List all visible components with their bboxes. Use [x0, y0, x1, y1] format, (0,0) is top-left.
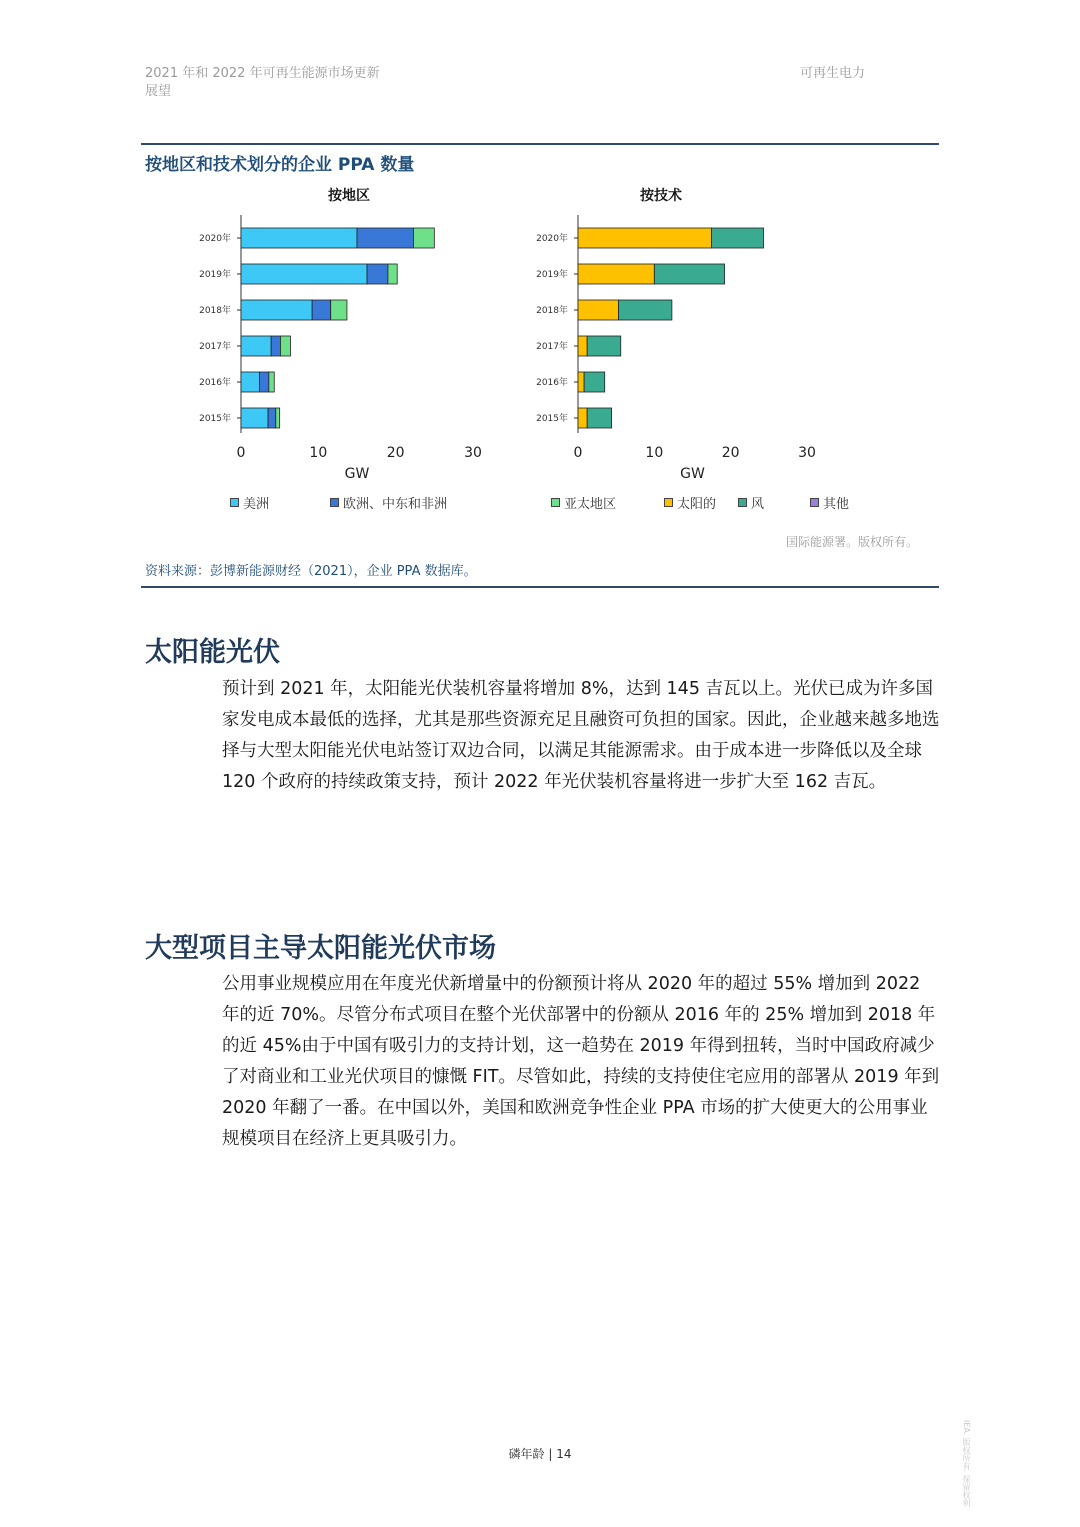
bar-segment	[618, 300, 671, 320]
bar-segment	[280, 336, 290, 356]
category-label: 2019年	[536, 270, 568, 280]
category-label: 2017年	[199, 342, 231, 352]
legend-swatch	[330, 498, 339, 507]
x-tick-label: 10	[309, 445, 328, 461]
category-label: 2020年	[536, 234, 568, 244]
side-watermark: IEA. 版权所有. 保留权利	[962, 1420, 971, 1507]
legend-item-wind	[738, 493, 764, 512]
legend-item-other	[810, 493, 849, 512]
category-label: 2020年	[199, 234, 231, 244]
bar-segment	[260, 372, 269, 392]
bar-segment	[241, 228, 357, 248]
figure-top-rule	[141, 143, 939, 145]
x-tick-label: 30	[798, 445, 816, 461]
category-label: 2016年	[199, 378, 231, 388]
chart-by-technology	[536, 187, 816, 482]
legend-label: 风	[751, 497, 765, 512]
legend-label: 亚太地区	[564, 497, 617, 512]
bar-segment	[312, 300, 331, 320]
bar-segment	[241, 408, 268, 428]
category-label: 2015年	[199, 414, 231, 424]
chart-title: 按技术	[640, 188, 682, 204]
header-section-name: 可再生电力	[800, 66, 866, 81]
bar-segment	[268, 408, 276, 428]
bar-segment	[413, 228, 434, 248]
bar-segment	[331, 300, 347, 320]
legend-swatch	[551, 498, 560, 507]
bar-segment	[357, 228, 413, 248]
bar-segment	[578, 228, 712, 248]
chart-title: 按地区	[328, 188, 370, 204]
x-tick-label: 10	[645, 445, 664, 461]
bar-segment	[578, 372, 584, 392]
x-tick-label: 0	[236, 445, 246, 461]
legend-swatch	[230, 498, 239, 507]
legend-label: 其他	[823, 497, 850, 512]
bar-segment	[241, 264, 367, 284]
legend-label: 美洲	[243, 497, 270, 512]
bar-segment	[578, 264, 654, 284]
legend-item-americas	[230, 493, 269, 512]
legend-swatch	[738, 498, 747, 507]
legend-item-emea	[330, 493, 447, 512]
chart-by-region	[199, 187, 482, 482]
category-label: 2018年	[536, 306, 568, 316]
legend-label: 太阳的	[677, 497, 717, 512]
bar-segment	[367, 264, 388, 284]
bar-segment	[654, 264, 724, 284]
category-label: 2015年	[536, 414, 568, 424]
bar-segment	[578, 300, 618, 320]
bar-segment	[241, 372, 260, 392]
category-label: 2018年	[199, 306, 231, 316]
bar-segment	[584, 372, 605, 392]
section-paragraph-large-projects: 公用事业规模应用在年度光伏新增量中的份额预计将从 2020 年的超过 55% 增加到 2022 年的近 70%。尽管分布式项目在整个光伏部署中的份额从 2016 年的 25% 增加到 2018 年的近 45%由于中国有吸引力的支持计划，这一趋势在 2019 年得到扭转，当时中国政府减少了对商业和工业光伏项目的慷慨 FIT。尽管如此，持续的支持使住宅应用的部署从 2019 年到 2020 年翻了一番。在中国以外，美国和欧洲竞争性企业 PPA 市场的扩大使更大的公用事业规模项目在经济上更具吸引力。	[222, 974, 940, 1149]
x-tick-label: 20	[386, 445, 405, 461]
figure-bottom-rule	[141, 586, 939, 588]
page-footer: 磷年龄 | 14	[508, 1447, 572, 1461]
legend-item-apac	[551, 493, 616, 512]
category-label: 2019年	[199, 270, 231, 280]
figure-source: 资料来源：彭博新能源财经（2021），企业 PPA 数据库。	[145, 564, 477, 579]
category-label: 2017年	[536, 342, 568, 352]
charts-container	[141, 175, 941, 490]
bar-segment	[276, 408, 280, 428]
bar-segment	[587, 408, 611, 428]
bar-segment	[388, 264, 397, 284]
bar-segment	[241, 336, 271, 356]
bar-segment	[269, 372, 274, 392]
x-axis-label: GW	[344, 466, 370, 482]
x-tick-label: 20	[721, 445, 740, 461]
section-paragraph-solar-pv: 预计到 2021 年，太阳能光伏装机容量将增加 8%，达到 145 吉瓦以上。光伏已成为许多国家发电成本最低的选择，尤其是那些资源充足且融资可负担的国家。因此，企业越来越多地选择与大型太阳能光伏电站签订双边合同，以满足其能源需求。由于成本进一步降低以及全球 120 个政府的持续政策支持，预计 2022 年光伏装机容量将进一步扩大至 162 吉瓦。	[222, 679, 940, 792]
x-axis-label: GW	[680, 466, 705, 482]
figure-title: 按地区和技术划分的企业 PPA 数量	[145, 155, 415, 175]
x-tick-label: 0	[573, 445, 583, 461]
legend-swatch	[810, 498, 819, 507]
bar-segment	[578, 336, 587, 356]
section-heading-large-projects: 大型项目主导太阳能光伏市场	[145, 933, 496, 964]
legend-swatch	[664, 498, 673, 507]
bar-segment	[241, 300, 312, 320]
bar-segment	[587, 336, 621, 356]
figure-copyright: 国际能源署。版权所有。	[785, 535, 918, 549]
legend-item-solar	[664, 493, 716, 512]
category-label: 2016年	[536, 378, 568, 388]
section-heading-solar-pv: 太阳能光伏	[145, 637, 280, 668]
bar-segment	[271, 336, 280, 356]
x-tick-label: 30	[464, 445, 482, 461]
bar-segment	[712, 228, 764, 248]
legend-label: 欧洲、中东和非洲	[343, 497, 448, 512]
header-report-title: 2021 年和 2022 年可再生能源市场更新展望	[145, 66, 380, 99]
bar-segment	[578, 408, 587, 428]
